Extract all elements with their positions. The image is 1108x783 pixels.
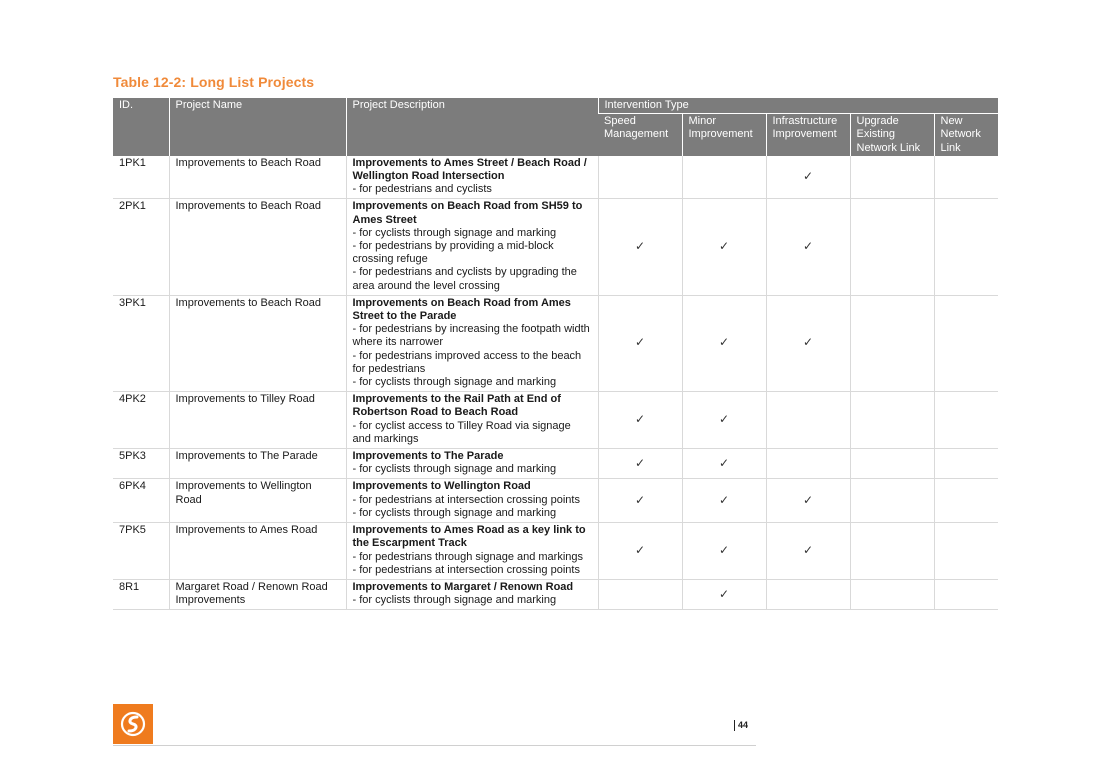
project-id-cell: 1PK1 (113, 156, 169, 199)
description-title: Improvements to Ames Road as a key link to the Escarpment Track (352, 524, 586, 550)
description-title: Improvements on Beach Road from Ames Street to the Parade (352, 296, 571, 323)
upgrade-existing-network-link-check-cell (850, 579, 934, 609)
infrastructure-improvement-check-cell (766, 156, 850, 199)
table-body (113, 156, 998, 610)
project-id-cell: 7PK5 (113, 523, 169, 580)
project-id-cell: 8R1 (113, 579, 169, 609)
project-name-cell: Improvements to Beach Road (169, 156, 346, 199)
minor-improvement-check-cell (682, 479, 766, 523)
description-line: - for cyclist access to Tilley Road via signage and markings (352, 419, 571, 445)
table-row (113, 295, 998, 391)
project-name-cell: Improvements to Beach Road (169, 295, 346, 391)
description-line: - for cyclists through signage and marking (352, 463, 557, 476)
check-mark-icon: ✓ (718, 335, 730, 350)
project-description-cell (346, 479, 598, 523)
speed-management-check-cell (598, 523, 682, 580)
project-description-cell (346, 156, 598, 199)
project-id-cell: 3PK1 (113, 295, 169, 391)
description-line: - for cyclists through signage and marking (352, 506, 557, 519)
check-mark-icon: ✓ (718, 455, 730, 470)
project-name-cell: Margaret Road / Renown Road Improvements (169, 579, 346, 609)
upgrade-existing-network-link-check-cell (850, 523, 934, 580)
new-network-link-check-cell (934, 199, 998, 295)
upgrade-existing-network-link-check-cell (850, 199, 934, 295)
description-title: Improvements to The Parade (352, 450, 504, 463)
infrastructure-improvement-check-cell (766, 479, 850, 523)
company-swirl-logo-icon (113, 704, 153, 744)
new-network-link-check-cell (934, 392, 998, 449)
minor-improvement-check-cell (682, 449, 766, 479)
description-title: Improvements to the Rail Path at End of Robertson Road to Beach Road (352, 393, 561, 419)
description-line: - for pedestrians and cyclists (352, 183, 492, 196)
speed-management-check-cell (598, 579, 682, 609)
description-title: Improvements on Beach Road from SH59 to Ames Street (352, 200, 583, 226)
new-network-link-check-cell (934, 156, 998, 199)
check-mark-icon: ✓ (718, 412, 730, 427)
check-mark-icon: ✓ (718, 542, 730, 557)
table-header-row (113, 98, 998, 114)
infrastructure-improvement-check-cell (766, 523, 850, 580)
infrastructure-improvement-check-cell (766, 449, 850, 479)
check-mark-icon: ✓ (634, 542, 646, 557)
check-mark-icon: ✓ (718, 492, 730, 507)
check-mark-icon: ✓ (718, 586, 730, 601)
header-id: ID. (113, 98, 169, 156)
check-mark-icon: ✓ (802, 169, 814, 184)
project-description-cell (346, 199, 598, 295)
infrastructure-improvement-check-cell (766, 392, 850, 449)
project-name-cell: Improvements to Ames Road (169, 523, 346, 580)
check-mark-icon: ✓ (802, 239, 814, 254)
minor-improvement-check-cell (682, 199, 766, 295)
project-description-cell (346, 295, 598, 391)
footer-rule (113, 745, 756, 746)
table-row (113, 199, 998, 295)
description-line: - for pedestrians by providing a mid-block crossing refuge (352, 240, 554, 266)
long-list-projects-table (113, 98, 998, 610)
description-line: - for pedestrians by increasing the footpath width where its narrower (352, 323, 590, 349)
table-row (113, 449, 998, 479)
page-number: 44 (734, 720, 748, 731)
project-id-cell: 4PK2 (113, 392, 169, 449)
project-name-cell: Improvements to Wellington Road (169, 479, 346, 523)
header-project-name: Project Name (169, 98, 346, 156)
check-mark-icon: ✓ (634, 492, 646, 507)
table-row (113, 523, 998, 580)
upgrade-existing-network-link-check-cell (850, 295, 934, 391)
project-name-cell: Improvements to The Parade (169, 449, 346, 479)
new-network-link-check-cell (934, 449, 998, 479)
new-network-link-check-cell (934, 523, 998, 580)
minor-improvement-check-cell (682, 392, 766, 449)
description-title: Improvements to Ames Street / Beach Road / Wellington Road Intersection (352, 156, 587, 183)
header-new-network-link: New Network Link (934, 114, 998, 156)
minor-improvement-check-cell (682, 579, 766, 609)
description-title: Improvements to Margaret / Renown Road (352, 580, 574, 593)
new-network-link-check-cell (934, 295, 998, 391)
header-minor-improvement: Minor Improvement (682, 114, 766, 156)
upgrade-existing-network-link-check-cell (850, 479, 934, 523)
header-project-description: Project Description (346, 98, 598, 156)
infrastructure-improvement-check-cell (766, 199, 850, 295)
infrastructure-improvement-check-cell (766, 579, 850, 609)
project-description-cell (346, 579, 598, 609)
table-title: Table 12-2: Long List Projects (113, 74, 315, 90)
project-name-cell: Improvements to Tilley Road (169, 392, 346, 449)
header-infrastructure-improvement: Infrastructure Improvement (766, 114, 850, 156)
check-mark-icon: ✓ (634, 455, 646, 470)
speed-management-check-cell (598, 295, 682, 391)
header-speed-management: Speed Management (598, 114, 682, 156)
description-line: - for pedestrians and cyclists by upgrading the area around the level crossing (352, 266, 577, 292)
description-line: - for cyclists through signage and marking (352, 594, 557, 607)
check-mark-icon: ✓ (634, 239, 646, 254)
speed-management-check-cell (598, 156, 682, 199)
check-mark-icon: ✓ (634, 335, 646, 350)
header-intervention-type: Intervention Type (598, 98, 998, 114)
header-upgrade-existing-network-link: Upgrade Existing Network Link (850, 114, 934, 156)
speed-management-check-cell (598, 199, 682, 295)
upgrade-existing-network-link-check-cell (850, 392, 934, 449)
project-description-cell (346, 523, 598, 580)
upgrade-existing-network-link-check-cell (850, 156, 934, 199)
project-id-cell: 5PK3 (113, 449, 169, 479)
check-mark-icon: ✓ (802, 492, 814, 507)
table-row (113, 579, 998, 609)
speed-management-check-cell (598, 479, 682, 523)
minor-improvement-check-cell (682, 523, 766, 580)
check-mark-icon: ✓ (802, 335, 814, 350)
description-line: - for pedestrians through signage and markings (352, 550, 584, 563)
table-row (113, 392, 998, 449)
infrastructure-improvement-check-cell (766, 295, 850, 391)
project-id-cell: 6PK4 (113, 479, 169, 523)
project-id-cell: 2PK1 (113, 199, 169, 295)
table-row (113, 479, 998, 523)
project-description-cell (346, 449, 598, 479)
new-network-link-check-cell (934, 479, 998, 523)
description-line: - for pedestrians at intersection crossing points (352, 563, 580, 576)
check-mark-icon: ✓ (634, 412, 646, 427)
description-line: - for cyclists through signage and marking (352, 376, 557, 389)
logo-swirl-graphic (119, 710, 147, 738)
minor-improvement-check-cell (682, 295, 766, 391)
description-line: - for pedestrians at intersection crossing points (352, 493, 580, 506)
description-line: - for cyclists through signage and marking (352, 226, 557, 239)
new-network-link-check-cell (934, 579, 998, 609)
check-mark-icon: ✓ (718, 239, 730, 254)
check-mark-icon: ✓ (802, 542, 814, 557)
speed-management-check-cell (598, 392, 682, 449)
description-line: - for pedestrians improved access to the beach for pedestrians (352, 349, 582, 375)
project-description-cell (346, 392, 598, 449)
description-title: Improvements to Wellington Road (352, 480, 531, 493)
table-row (113, 156, 998, 199)
speed-management-check-cell (598, 449, 682, 479)
upgrade-existing-network-link-check-cell (850, 449, 934, 479)
project-name-cell: Improvements to Beach Road (169, 199, 346, 295)
minor-improvement-check-cell (682, 156, 766, 199)
